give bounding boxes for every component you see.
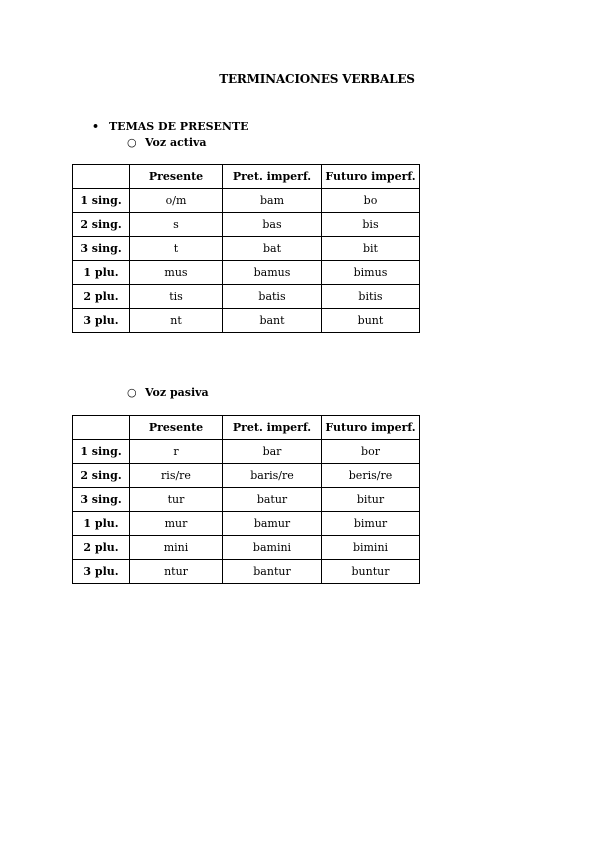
table-row [73, 464, 420, 488]
table-row [73, 440, 420, 464]
table-cell: batis [223, 285, 322, 309]
table-cell: bunt [322, 309, 420, 333]
header-cell [73, 416, 130, 440]
table-row [73, 512, 420, 536]
table-cell: nt [130, 309, 223, 333]
section-label: TEMAS DE PRESENTE [109, 120, 249, 133]
table-row [73, 189, 420, 213]
table-row [73, 309, 420, 333]
row-label: 2 plu. [73, 536, 130, 560]
table-cell: bantur [223, 560, 322, 584]
table-row [73, 560, 420, 584]
table-row [73, 213, 420, 237]
table-header-row [73, 165, 420, 189]
row-label: 2 sing. [73, 464, 130, 488]
header-cell: Presente [130, 416, 223, 440]
table-cell: t [130, 237, 223, 261]
table-cell: bimus [322, 261, 420, 285]
table-row [73, 285, 420, 309]
document-title: TERMINACIONES VERBALES [219, 72, 415, 86]
header-cell: Presente [130, 165, 223, 189]
table-cell: bimini [322, 536, 420, 560]
table-cell: bat [223, 237, 322, 261]
row-label: 2 sing. [73, 213, 130, 237]
table-cell: ris/re [130, 464, 223, 488]
table-cell: tis [130, 285, 223, 309]
active-voice-heading [127, 136, 207, 149]
row-label: 1 sing. [73, 440, 130, 464]
table-cell: bitur [322, 488, 420, 512]
table-cell: bant [223, 309, 322, 333]
table-row [73, 261, 420, 285]
row-label: 3 plu. [73, 309, 130, 333]
table-cell: r [130, 440, 223, 464]
table-cell: bitis [322, 285, 420, 309]
table-cell: bit [322, 237, 420, 261]
table-cell: bor [322, 440, 420, 464]
header-cell [73, 165, 130, 189]
header-cell: Futuro imperf. [322, 416, 420, 440]
table-cell: tur [130, 488, 223, 512]
circle-bullet-icon: ○ [127, 386, 137, 399]
table-cell: bimur [322, 512, 420, 536]
table-cell: buntur [322, 560, 420, 584]
table-cell: bar [223, 440, 322, 464]
table-cell: baris/re [223, 464, 322, 488]
active-voice-label: Voz activa [145, 136, 207, 149]
table-cell: bam [223, 189, 322, 213]
row-label: 3 sing. [73, 237, 130, 261]
passive-voice-label: Voz pasiva [145, 386, 209, 399]
table-row [73, 237, 420, 261]
passive-voice-table [72, 415, 420, 584]
active-voice-table [72, 164, 420, 333]
table-cell: bamini [223, 536, 322, 560]
row-label: 3 plu. [73, 560, 130, 584]
header-cell: Pret. imperf. [223, 165, 322, 189]
passive-voice-heading [127, 386, 209, 399]
row-label: 1 plu. [73, 512, 130, 536]
table-row [73, 536, 420, 560]
table-header-row [73, 416, 420, 440]
row-label: 1 sing. [73, 189, 130, 213]
table-cell: mur [130, 512, 223, 536]
table-cell: batur [223, 488, 322, 512]
table-cell: bo [322, 189, 420, 213]
table-cell: bas [223, 213, 322, 237]
table-row [73, 488, 420, 512]
table-cell: bamur [223, 512, 322, 536]
header-cell: Futuro imperf. [322, 165, 420, 189]
table-cell: mus [130, 261, 223, 285]
table-cell: bamus [223, 261, 322, 285]
row-label: 3 sing. [73, 488, 130, 512]
row-label: 1 plu. [73, 261, 130, 285]
section-heading [92, 120, 249, 133]
header-cell: Pret. imperf. [223, 416, 322, 440]
table-cell: ntur [130, 560, 223, 584]
table-cell: beris/re [322, 464, 420, 488]
table-cell: o/m [130, 189, 223, 213]
row-label: 2 plu. [73, 285, 130, 309]
table-cell: s [130, 213, 223, 237]
bullet-icon: • [92, 120, 100, 133]
circle-bullet-icon: ○ [127, 136, 137, 149]
table-cell: bis [322, 213, 420, 237]
table-cell: mini [130, 536, 223, 560]
